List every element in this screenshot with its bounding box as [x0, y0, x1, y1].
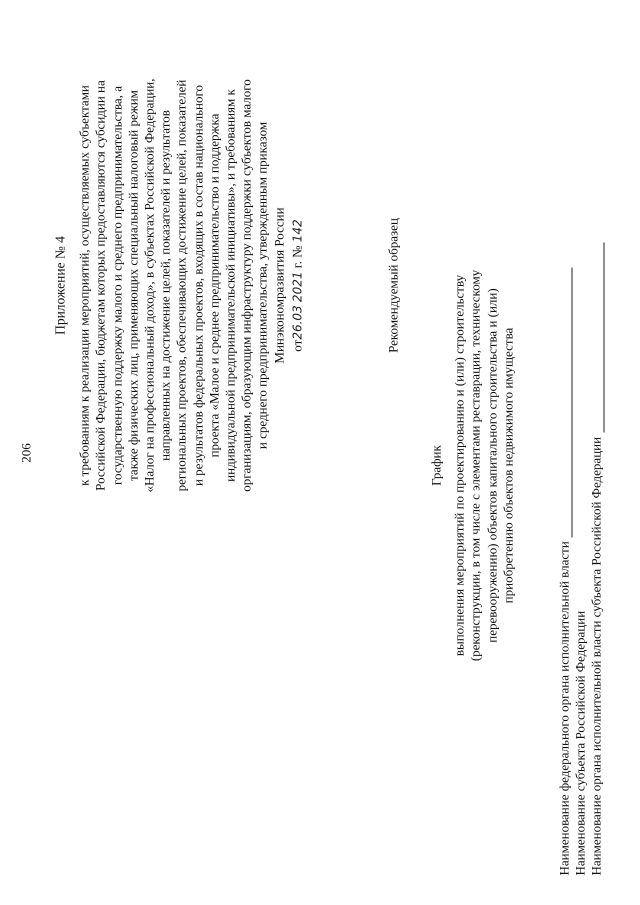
- order-year-handwritten: 2021: [289, 271, 304, 302]
- field-row-subject-body: [588, 35, 604, 875]
- field-row-federal-body: [556, 35, 572, 875]
- recommended-sample-label: Рекомендуемый образец: [385, 217, 400, 353]
- page-number: 206: [18, 442, 33, 463]
- field-label: Наименование субъекта Российской Федерации: [572, 610, 587, 875]
- form-fields: [556, 35, 604, 875]
- order-number-handwritten: 142: [289, 218, 304, 242]
- order-reference: [289, 75, 305, 495]
- field-label: Наименование федерального органа исполнительной власти: [556, 540, 571, 875]
- field-row-subject: [572, 35, 588, 875]
- fill-in-line[interactable]: [591, 242, 604, 432]
- field-label: Наименование органа исполнительной власти субъекта Российской Федерации: [588, 436, 603, 875]
- schedule-heading: [428, 255, 517, 675]
- fill-in-line[interactable]: [559, 267, 572, 537]
- order-date-handwritten: 26.03: [289, 304, 304, 340]
- schedule-description: выполнения мероприятий по проектированию и (или) строительству (реконструкции, в том числе с элементами реставрации, техническому перевооружению) объектов капитального строительства и (или) приобретению объектов недвижимого имущества: [450, 269, 515, 661]
- annex-caption: [52, 75, 305, 495]
- order-prefix: от: [288, 339, 304, 352]
- annex-title: Приложение № 4: [52, 235, 67, 335]
- order-suffix: г. №: [288, 244, 304, 268]
- annex-body: к требованиям к реализации мероприятий, осуществляемых субъектами Российской Федерации, бюджетам которых предоставляются субсидии на государственную поддержку малого и среднего предпринимательства, а также физических лиц, применяющих специальный налоговый режим «Налог на профессиональный доход», в субъектах Российской Федерации, направленных на достижение целей, показателей и результатов региональных проектов, обеспечивающих достижение целей, показателей и результатов федеральных проектов, входящих в состав национального проекта «Малое и среднее предпринимательство и поддержка индивидуальной предпринимательской инициативы», и требованиям к организациям, образующим инфраструктуру поддержки субъектов малого и среднего предпринимательства, утвержденным приказом Минэкономразвития России: [76, 77, 286, 493]
- schedule-title: График: [428, 444, 443, 486]
